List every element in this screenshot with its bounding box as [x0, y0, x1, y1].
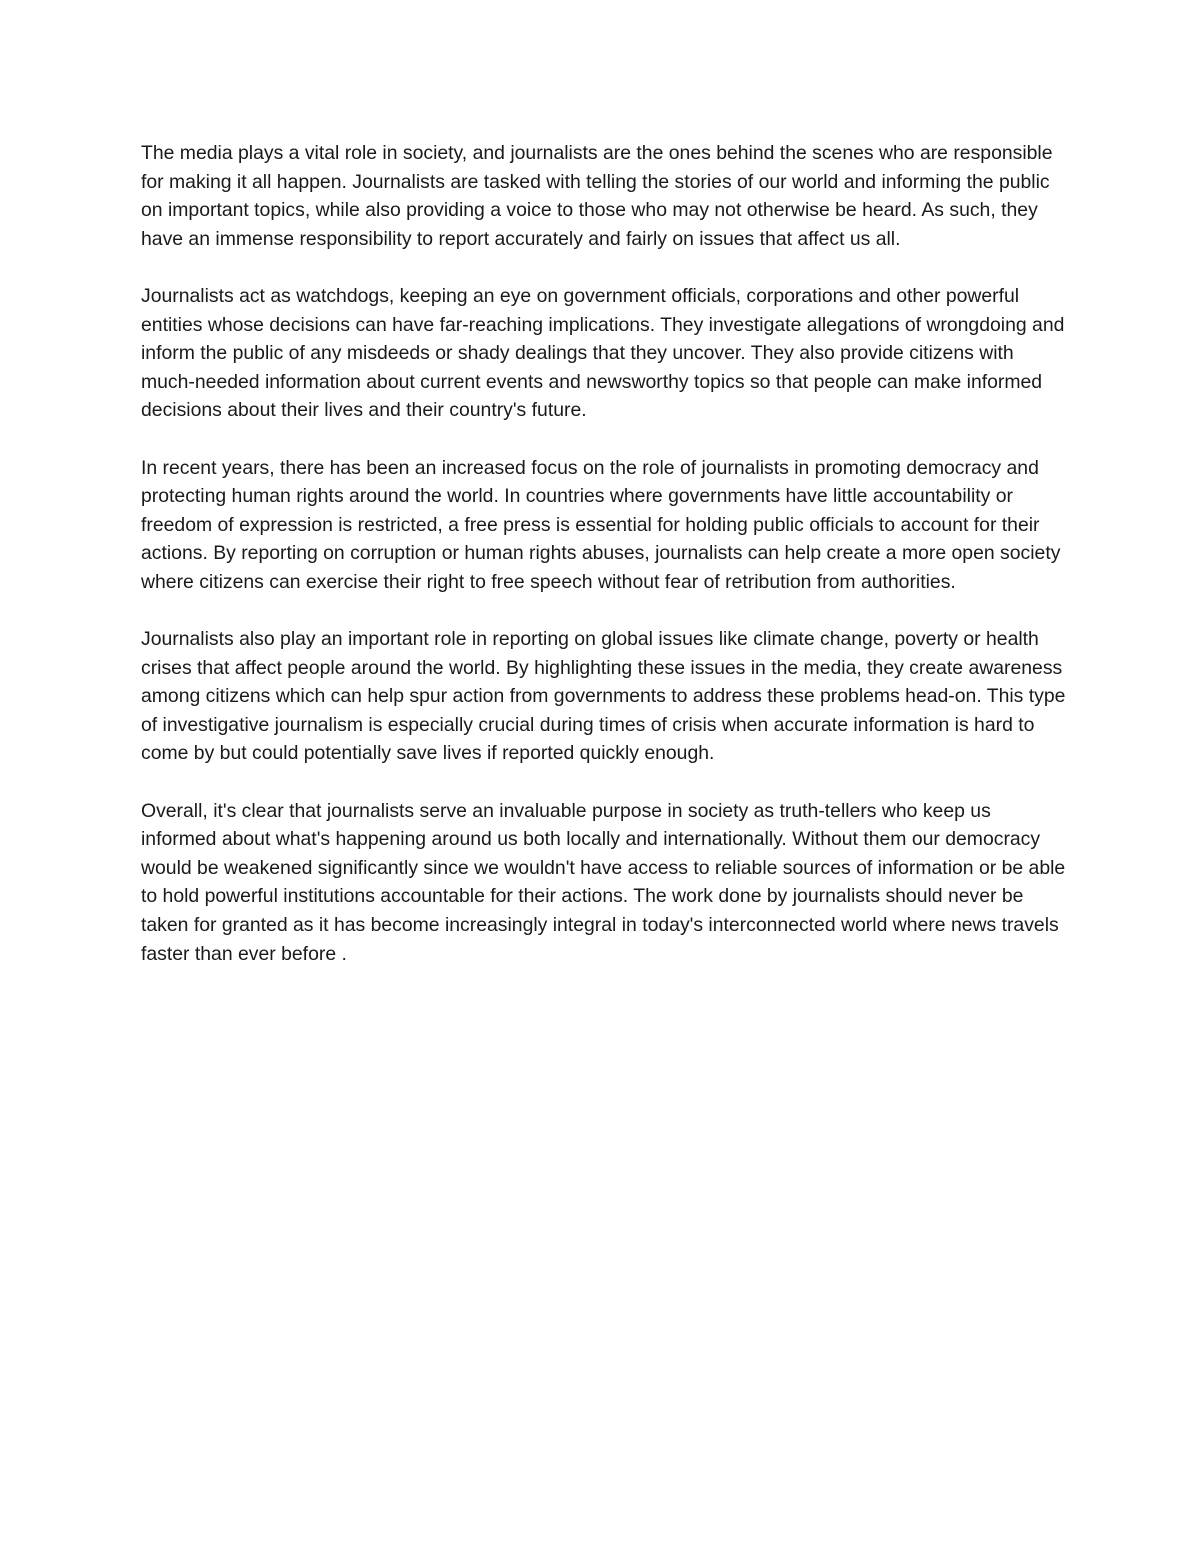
paragraph-global-issues: Journalists also play an important role in reporting on global issues like climate change, poverty or health crises that affect people around the world. By highlighting these issues in the media, they create awareness among citizens which can help spur action from governments to address these problems head-on. This type of investigative journalism is especially crucial during times of crisis when accurate information is hard to come by but could potentially save lives if reported quickly enough. [141, 628, 1066, 765]
document-body [141, 139, 1066, 968]
paragraph-watchdogs: Journalists act as watchdogs, keeping an eye on government officials, corporations and other powerful entities whose decisions can have far-reaching implications. They investigate allegations of wrongdoing and inform the public of any misdeeds or shady dealings that they uncover. They also provide citizens with much-needed information about current events and newsworthy topics so that people can make informed decisions about their lives and their country's future. [141, 284, 1065, 422]
paragraph-intro: The media plays a vital role in society, and journalists are the ones behind the scenes who are responsible for making it all happen. Journalists are tasked with telling the stories of our world and informing the public on important topics, while also providing a voice to those who may not otherwise be heard. As such, they have an immense responsibility to report accurately and fairly on issues that affect us all. [141, 142, 1053, 250]
paragraph-conclusion: Overall, it's clear that journalists serve an invaluable purpose in society as truth-tellers who keep us informed about what's happening around us both locally and internationally. Without them our democracy would be weakened significantly since we wouldn't have access to reliable sources of information or be able to hold powerful institutions accountable for their actions. The work done by journalists should never be taken for granted as it has become increasingly integral in today's interconnected world where news travels faster than ever before . [141, 799, 1066, 965]
paragraph-democracy: In recent years, there has been an increased focus on the role of journalists in promoting democracy and protecting human rights around the world. In countries where governments have little accountability or freedom of expression is restricted, a free press is essential for holding public officials to account for their actions. By reporting on corruption or human rights abuses, journalists can help create a more open society where citizens can exercise their right to free speech without fear of retribution from authorities. [141, 456, 1061, 593]
